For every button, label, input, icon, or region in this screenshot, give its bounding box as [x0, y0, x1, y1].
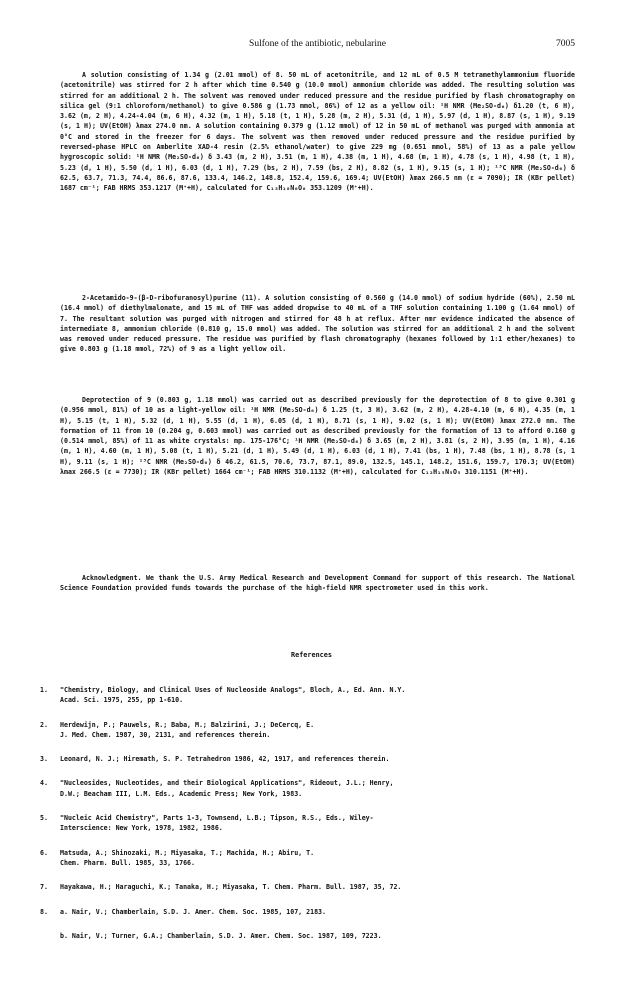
reference-item [40, 720, 580, 741]
paragraph-text: Deprotection of 9 (0.803 g, 1.18 mmol) was carried out as described previously for the deprotection of 8 to give 0.301 g (0.956 mmol, 81%) of 10 as a light-yellow oil: ¹H NMR (Me₂SO-d₆) δ 1.25 (t, 3 H), 3.62 (m, 2 H), 4.28-4.10 (m, 6 H), 4.35 (m, 1 H), 5.15 (t, 1 H), 5.32 (d, 1 H), 5.55 (d, 1 H), 6.05 (d, 1 H), 8.71 (s, 1 H), 9.02 (s, 1 H); UV(EtOH) λmax 272.0 nm. The formation of 11 from 10 (0.204 g, 0.603 mmol) was carried out as described previously for the formation of 13 to afford 0.160 g (0.514 mmol, 85%) of 11 as white crystals: mp. 175-176°C; ¹H NMR (Me₂SO-d₆) δ 3.65 (m, 2 H), 3.81 (s, 2 H), 3.95 (m, 1 H), 4.16 (m, 1 H), 4.60 (m, 1 H), 5.08 (t, 1 H), 5.21 (d, 1 H), 5.49 (d, 1 H), 6.03 (d, 1 H), 7.41 (bs, 1 H), 7.48 (bs, 1 H), 8.78 (s, 1 H), 9.11 (s, 1 H); ¹³C NMR (Me₂SO-d₆) δ 46.2, 61.5, 70.6, 73.7, 87.1, 89.0, 132.5, 145.1, 148.2, 151.6, 159.7, 170.3; UV(EtOH) λmax 266.5 (ε = 7730); IR (KBr pellet) 1664 cm⁻¹; FAB HRMS 310.1132 (M⁺+H), calculated for C₁₂H₁₅N₅O₅ 310.1151 (M⁺+H). [60, 396, 575, 477]
reference-line: "Nucleosides, Nucleotides, and their Biological Applications", Rideout, J.L.; Henry, [60, 779, 394, 788]
running-header [60, 39, 575, 53]
reference-line: Chem. Pharm. Bull. 1985, 33, 1766. [60, 858, 195, 867]
reference-item [40, 848, 580, 869]
reference-number: 2. [40, 720, 48, 729]
reference-number: 8. [40, 907, 48, 916]
references-heading: References [291, 651, 332, 659]
reference-item [40, 882, 580, 892]
compound-heading: 2-Acetamido-9-(β-D-ribofuranosyl)purine (11). [82, 294, 261, 302]
running-title: Sulfone of the antibiotic, nebularine [249, 39, 386, 49]
acknowledgment-paragraph [60, 573, 575, 594]
reference-line: Leonard, N. J.; Hiremath, S. P. Tetrahedron 1986, 42, 1917, and references therein. [60, 755, 390, 764]
reference-number: 6. [40, 848, 48, 857]
acknowledgment-heading: Acknowledgment. [82, 574, 142, 582]
paragraph-text: We thank the U.S. Army Medical Research and Development Command for support of this research. The National Science Foundation provided funds towards the purchase of the high-field NMR spectrometer used in this work. [60, 574, 575, 593]
reference-line: D.W.; Beacham III, L.M. Eds., Academic Press; New York, 1983. [60, 789, 303, 798]
reference-line: "Chemistry, Biology, and Clinical Uses of Nucleoside Analogs", Bloch, A., Ed. Ann. N.Y. [60, 686, 406, 694]
paragraph-text: A solution consisting of 0.560 g (14.0 mmol) of sodium hydride (60%), 2.50 mL (16.4 mmol) of diethylmalonate, and 15 mL of THF was added dropwise to 40 mL of a THF solution containing 1.100 g (1.64 mmol) of 7. The resultant solution was purged with nitrogen and stirred for 48 h at reflux. After nmr evidence indicated the absence of intermediate 8, ammonium chloride (0.810 g, 15.0 mmol) was added. The solution was stirred for an additional 2 h and the solvent was removed under reduced pressure. The residue was purified by flash chromatography (hexanes followed by 1:1 ether/hexanes) to give 0.803 g (1.18 mmol, 72%) of 9 as a light yellow oil. [60, 294, 575, 354]
reference-line: a. Nair, V.; Chamberlain, S.D. J. Amer. Chem. Soc. 1985, 107, 2183. [60, 907, 326, 916]
reference-line: Matsuda, A.; Shinozaki, M.; Miyasaka, T.; Machida, H.; Abiru, T. [60, 848, 315, 857]
references-list [40, 685, 580, 941]
experimental-paragraph-2 [60, 293, 575, 355]
reference-line: Hayakawa, H.; Haraguchi, K.; Tanaka, H.; Miyasaka, T. Chem. Pharm. Bull. 1987, 35, 72. [60, 883, 402, 892]
reference-line: "Nucleic Acid Chemistry", Parts 1-3, Townsend, L.B.; Tipson, R.S., Eds., Wiley- [60, 814, 374, 823]
reference-item [40, 813, 580, 834]
reference-line: J. Med. Chem. 1987, 30, 2131, and references therein. [60, 730, 271, 739]
reference-item [40, 685, 580, 706]
reference-number: 1. [40, 686, 48, 694]
reference-line: Interscience: New York, 1978, 1982, 1986. [60, 824, 223, 833]
reference-line: Herdewijn, P.; Pauwels, R.; Baba, M.; Balzirini, J.; DeCercq, E. [60, 720, 315, 729]
reference-number: 3. [40, 755, 48, 764]
reference-line: b. Nair, V.; Turner, G.A.; Chamberlain, S.D. J. Amer. Chem. Soc. 1987, 109, 7223. [60, 931, 382, 940]
reference-item [40, 778, 580, 799]
reference-line: Acad. Sci. 1975, 255, pp 1-610. [60, 696, 184, 705]
page-number: 7005 [556, 39, 575, 49]
paragraph-text: A solution consisting of 1.34 g (2.01 mmol) of 8. 50 mL of acetonitrile, and 12 mL of 0.5 M tetramethylammonium fluoride (acetonitrile) was stirred for 2 h after which time 0.540 g (10.0 mmol) ammonium chloride was added. The resulting solution was stirred for an additional 2 h. The solvent was removed under reduced pressure and the residue purified by flash chromatography on silica gel (9:1 chloroform/methanol) to give 0.586 g (1.73 mmol, 86%) of 12 as a yellow oil: ¹H NMR (Me₂SO-d₆) δ1.20 (t, 6 H), 3.62 (m, 2 H), 4.24-4.04 (m, 6 H), 4.32 (m, 1 H), 5.18 (t, 1 H), 5.28 (m, 2 H), 5.31 (d, 1 H), 5.97 (d, 1 H), 8.87 (s, 1 H), 9.19 (s, 1 H); UV(EtOH) λmax 274.0 nm. A solution containing 0.379 g (1.12 mmol) of 12 in 50 mL of methanol was purged with ammonia at 0°C and stored in the freezer for 6 days. The solvent was then removed under reduced pressure and the residue purified by reversed-phase HPLC on Amberlite XAD-4 resin (2.5% ethanol/water) to give 229 mg (0.651 mmol, 58%) of 13 as a pale yellow hygroscopic solid: ¹H NMR (Me₂SO-d₆) δ 3.43 (m, 2 H), 3.51 (m, 1 H), 4.38 (m, 1 H), 4.68 (m, 1 H), 4.78 (s, 1 H), 4.98 (t, 1 H), 5.23 (d, 1 H), 5.50 (d, 1 H), 6.03 (d, 1 H), 7.29 (bs, 2 H), 7.59 (bs, 2 H), 8.82 (s, 1 H), 9.15 (s, 1 H); ¹³C NMR (Me₂SO-d₆) δ 62.5, 63.7, 71.3, 74.4, 86.6, 87.6, 133.4, 146.2, 148.8, 152.4, 159.6, 169.4; UV(EtOH) λmax 266.5 nm (ε = 7090); IR (KBr pellet) 1687 cm⁻¹; FAB HRMS 353.1217 (M⁺+H), calculated for C₁₃H₁₈N₆O₆ 353.1209 (M⁺+H). [60, 71, 575, 193]
experimental-paragraph-1 [60, 70, 575, 194]
reference-item [40, 907, 580, 917]
reference-number: 5. [40, 814, 48, 823]
reference-item [40, 754, 580, 764]
reference-item [40, 931, 580, 941]
reference-number: 7. [40, 883, 48, 892]
experimental-paragraph-3 [60, 395, 575, 477]
reference-number: 4. [40, 779, 48, 788]
